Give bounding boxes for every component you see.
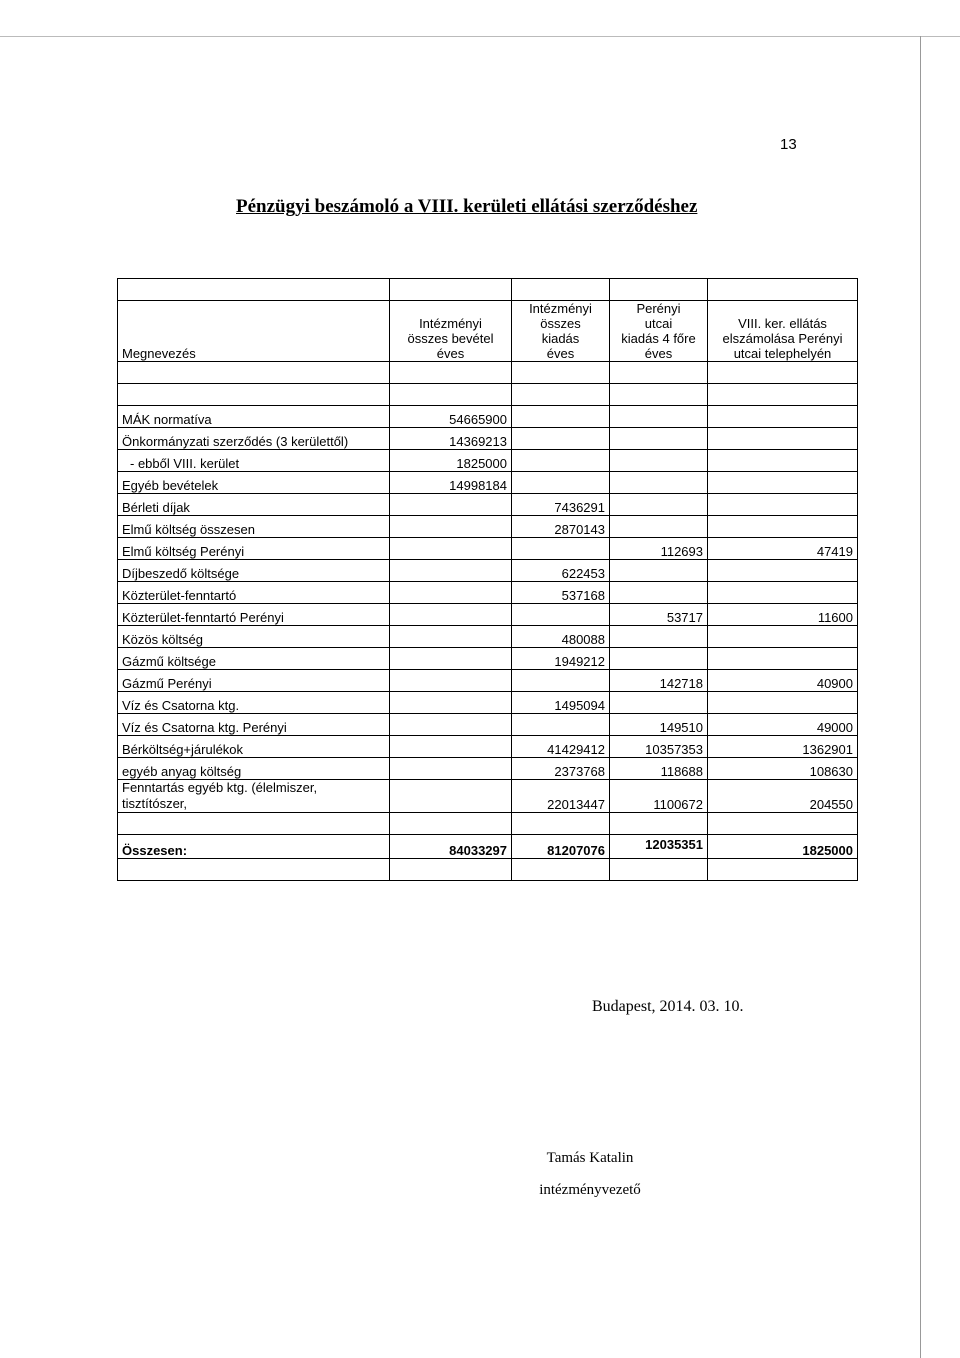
row-perenyi: 53717 [610, 604, 708, 626]
row-ellatas: 49000 [708, 714, 858, 736]
table-row [118, 450, 858, 472]
row-kiadas [512, 714, 610, 736]
row-name: Elmű költség összesen [118, 516, 390, 538]
row-perenyi: 142718 [610, 670, 708, 692]
row-perenyi [610, 428, 708, 450]
table-row [118, 516, 858, 538]
row-bevetel [390, 626, 512, 648]
row-ellatas [708, 516, 858, 538]
row-perenyi [610, 494, 708, 516]
row-ellatas: 108630 [708, 758, 858, 780]
table-row [118, 560, 858, 582]
row-perenyi [610, 582, 708, 604]
row-perenyi: 118688 [610, 758, 708, 780]
page-number: 13 [780, 136, 797, 153]
table-row [118, 472, 858, 494]
row-bevetel: 14998184 [390, 472, 512, 494]
row-ellatas [708, 560, 858, 582]
row-bevetel: 14369213 [390, 428, 512, 450]
row-bevetel [390, 714, 512, 736]
row-kiadas [512, 670, 610, 692]
header-perenyi-kiadas: Perényi utcai kiadás 4 főre éves [610, 301, 708, 362]
row-perenyi: 1100672 [610, 780, 708, 813]
total-kiadas: 81207076 [512, 835, 610, 859]
row-ellatas [708, 692, 858, 714]
header-spacer-row [118, 279, 858, 301]
row-ellatas [708, 428, 858, 450]
header-intezmenyi-bevetel: Intézményi összes bevétel éves [390, 301, 512, 362]
row-ellatas: 47419 [708, 538, 858, 560]
row-kiadas: 480088 [512, 626, 610, 648]
total-perenyi: 12035351 [610, 835, 708, 859]
row-perenyi: 10357353 [610, 736, 708, 758]
row-bevetel [390, 780, 512, 813]
row-perenyi [610, 626, 708, 648]
row-bevetel [390, 736, 512, 758]
row-bevetel [390, 560, 512, 582]
row-perenyi [610, 692, 708, 714]
row-perenyi [610, 472, 708, 494]
table-row [118, 692, 858, 714]
row-kiadas: 22013447 [512, 780, 610, 813]
row-name: - ebből VIII. kerület [118, 450, 390, 472]
row-perenyi: 112693 [610, 538, 708, 560]
row-name: Közterület-fenntartó [118, 582, 390, 604]
table-row [118, 648, 858, 670]
row-kiadas [512, 538, 610, 560]
financial-report-table [117, 278, 858, 881]
place-date: Budapest, 2014. 03. 10. [592, 998, 744, 1015]
signer-name: Tamás Katalin [546, 1150, 634, 1166]
row-perenyi [610, 560, 708, 582]
header-viii-ker-ellatas: VIII. ker. ellátás elszámolása Perényi utcai telephelyén [708, 301, 858, 362]
row-ellatas: 40900 [708, 670, 858, 692]
row-name: Önkormányzati szerződés (3 kerülettől) [118, 428, 390, 450]
row-bevetel [390, 516, 512, 538]
row-name: MÁK normatíva [118, 406, 390, 428]
row-kiadas: 2373768 [512, 758, 610, 780]
total-row [118, 835, 858, 859]
row-bevetel: 1825000 [390, 450, 512, 472]
row-name: Közterület-fenntartó Perényi [118, 604, 390, 626]
row-kiadas [512, 406, 610, 428]
header-row [118, 301, 858, 362]
signature-block [530, 1142, 650, 1206]
row-ellatas [708, 450, 858, 472]
table-row [118, 780, 858, 813]
row-kiadas [512, 472, 610, 494]
row-name: Bérköltség+járulékok [118, 736, 390, 758]
document-title: Pénzügyi beszámoló a VIII. kerületi ellátási szerződéshez [236, 196, 698, 217]
row-ellatas: 11600 [708, 604, 858, 626]
row-name: Víz és Csatorna ktg. [118, 692, 390, 714]
scan-border-right [920, 36, 921, 1358]
table-row [118, 758, 858, 780]
row-kiadas: 1949212 [512, 648, 610, 670]
row-kiadas [512, 450, 610, 472]
row-bevetel [390, 648, 512, 670]
total-ellatas: 1825000 [708, 835, 858, 859]
row-ellatas [708, 626, 858, 648]
table-row [118, 494, 858, 516]
row-kiadas: 41429412 [512, 736, 610, 758]
row-perenyi [610, 516, 708, 538]
row-ellatas [708, 648, 858, 670]
row-bevetel [390, 670, 512, 692]
table-row [118, 714, 858, 736]
row-name: Közös költség [118, 626, 390, 648]
row-kiadas: 7436291 [512, 494, 610, 516]
total-label: Összesen: [118, 835, 390, 859]
table-row [118, 428, 858, 450]
row-name: Egyéb bevételek [118, 472, 390, 494]
table-row [118, 538, 858, 560]
row-ellatas [708, 406, 858, 428]
row-perenyi [610, 450, 708, 472]
row-name: Díjbeszedő költsége [118, 560, 390, 582]
table-row [118, 604, 858, 626]
row-name: Gázmű költsége [118, 648, 390, 670]
header-intezmenyi-kiadas: Intézményi összes kiadás éves [512, 301, 610, 362]
table-row [118, 670, 858, 692]
row-ellatas: 1362901 [708, 736, 858, 758]
row-kiadas: 622453 [512, 560, 610, 582]
row-ellatas [708, 582, 858, 604]
row-name: egyéb anyag költség [118, 758, 390, 780]
row-kiadas: 2870143 [512, 516, 610, 538]
row-perenyi [610, 648, 708, 670]
scan-border-top [0, 36, 960, 37]
header-megnevezes: Megnevezés [118, 301, 390, 362]
signer-role: intézményvezető [539, 1182, 641, 1198]
table-row [118, 582, 858, 604]
row-kiadas [512, 428, 610, 450]
total-bevetel: 84033297 [390, 835, 512, 859]
row-bevetel [390, 538, 512, 560]
row-bevetel [390, 692, 512, 714]
row-bevetel [390, 582, 512, 604]
header-blank-row [118, 362, 858, 384]
total-spacer-row [118, 813, 858, 835]
row-kiadas: 537168 [512, 582, 610, 604]
row-bevetel [390, 604, 512, 626]
row-bevetel: 54665900 [390, 406, 512, 428]
row-bevetel [390, 494, 512, 516]
table-row [118, 406, 858, 428]
total-blank-row [118, 859, 858, 881]
row-kiadas [512, 604, 610, 626]
row-ellatas: 204550 [708, 780, 858, 813]
row-name: Elmű költség Perényi [118, 538, 390, 560]
row-perenyi: 149510 [610, 714, 708, 736]
row-ellatas [708, 472, 858, 494]
row-bevetel [390, 758, 512, 780]
row-name: Víz és Csatorna ktg. Perényi [118, 714, 390, 736]
header-blank-row [118, 384, 858, 406]
row-perenyi [610, 406, 708, 428]
row-name: Gázmű Perényi [118, 670, 390, 692]
table-row [118, 736, 858, 758]
row-name: Fenntartás egyéb ktg. (élelmiszer, tisztítószer, [118, 780, 390, 813]
row-name: Bérleti díjak [118, 494, 390, 516]
table-row [118, 626, 858, 648]
row-kiadas: 1495094 [512, 692, 610, 714]
row-ellatas [708, 494, 858, 516]
